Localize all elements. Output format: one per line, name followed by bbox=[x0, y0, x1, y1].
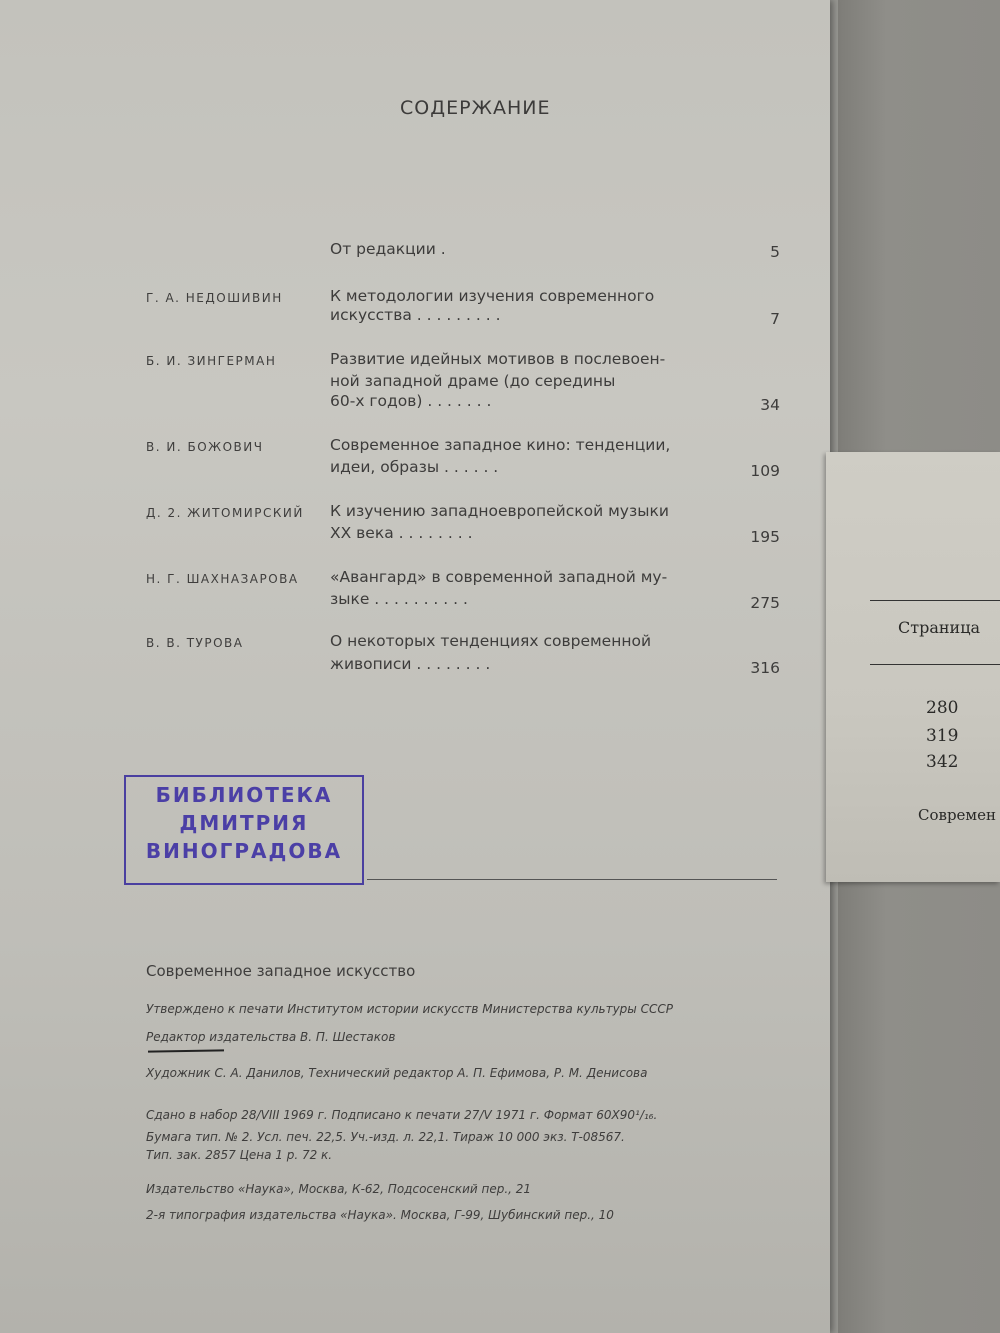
contents-title: СОДЕРЖАНИЕ bbox=[400, 97, 551, 119]
entry-line: зыке . . . . . . . . . . bbox=[330, 590, 468, 608]
imprint-publisher: Издательство «Наука», Москва, К-62, Подсосенский пер., 21 bbox=[146, 1182, 532, 1196]
entry-author: В. И. БОЖОВИЧ bbox=[146, 440, 264, 454]
imprint-editor: Редактор издательства В. П. Шестаков bbox=[146, 1030, 396, 1044]
page-number: 7 bbox=[770, 310, 780, 328]
slip-rule bbox=[870, 600, 1000, 601]
slip-header: Страница bbox=[898, 618, 981, 637]
entry-line: Развитие идейных мотивов в послевоен- bbox=[330, 350, 666, 368]
entry-line: ной западной драме (до середины bbox=[330, 372, 616, 390]
entry-line: идеи, образы . . . . . . bbox=[330, 458, 499, 476]
entry-author: Г. А. НЕДОШИВИН bbox=[146, 291, 283, 305]
entry-author: В. В. ТУРОВА bbox=[146, 636, 244, 650]
entry-line: «Авангард» в современной западной му- bbox=[330, 568, 668, 586]
stamp-line: БИБЛИОТЕКА bbox=[155, 783, 333, 807]
slip-page: 342 bbox=[926, 752, 959, 772]
entry-line: О некоторых тенденциях современной bbox=[330, 632, 652, 650]
page-number: 195 bbox=[750, 528, 780, 546]
entry-line: К методологии изучения современного bbox=[330, 287, 655, 305]
book-title: Современное западное искусство bbox=[146, 962, 416, 980]
slip-rule bbox=[870, 664, 1000, 665]
entry-author: Д. 2. ЖИТОМИРСКИЙ bbox=[146, 506, 304, 520]
entry-line: живописи . . . . . . . . bbox=[330, 655, 491, 673]
entry-line: искусства . . . . . . . . . bbox=[330, 306, 501, 324]
slip-page: 319 bbox=[926, 726, 959, 746]
page-number: 5 bbox=[770, 243, 780, 261]
divider bbox=[367, 879, 777, 880]
entry-line: 60-х годов) . . . . . . . bbox=[330, 392, 492, 410]
entry-line: XX века . . . . . . . . bbox=[330, 524, 473, 542]
page-number: 34 bbox=[760, 396, 780, 414]
imprint-submitted: Сдано в набор 28/VIII 1969 г. Подписано к печати 27/V 1971 г. Формат 60X90¹/₁₆. bbox=[146, 1108, 658, 1122]
page-number: 109 bbox=[750, 462, 780, 480]
imprint-artist: Художник С. А. Данилов, Технический редактор А. П. Ефимова, Р. М. Денисова bbox=[146, 1066, 648, 1080]
page-number: 316 bbox=[750, 659, 780, 677]
imprint-approved: Утверждено к печати Институтом истории искусств Министерства культуры СССР bbox=[146, 1002, 673, 1016]
stamp-line: ДМИТРИЯ bbox=[179, 811, 309, 835]
entry-line: К изучению западноевропейской музыки bbox=[330, 502, 669, 520]
slip-text: Современ bbox=[918, 806, 996, 824]
imprint-printer: 2-я типография издательства «Наука». Москва, Г-99, Шубинский пер., 10 bbox=[146, 1208, 614, 1222]
errata-slip bbox=[826, 452, 1000, 882]
entry-line: Современное западное кино: тенденции, bbox=[330, 436, 671, 454]
imprint-order: Тип. зак. 2857 Цена 1 р. 72 к. bbox=[146, 1148, 333, 1162]
entry-author: Н. Г. ШАХНАЗАРОВА bbox=[146, 572, 299, 586]
stamp-line: ВИНОГРАДОВА bbox=[145, 839, 343, 863]
entry-line: От редакции . bbox=[330, 240, 446, 258]
slip-page: 280 bbox=[926, 698, 959, 718]
imprint-paper: Бумага тип. № 2. Усл. печ. 22,5. Уч.-изд. л. 22,1. Тираж 10 000 экз. Т-08567. bbox=[146, 1130, 625, 1144]
pencil-underline bbox=[148, 1049, 224, 1052]
entry-author: Б. И. ЗИНГЕРМАН bbox=[146, 354, 277, 368]
page-number: 275 bbox=[750, 594, 780, 612]
library-stamp bbox=[124, 775, 364, 885]
